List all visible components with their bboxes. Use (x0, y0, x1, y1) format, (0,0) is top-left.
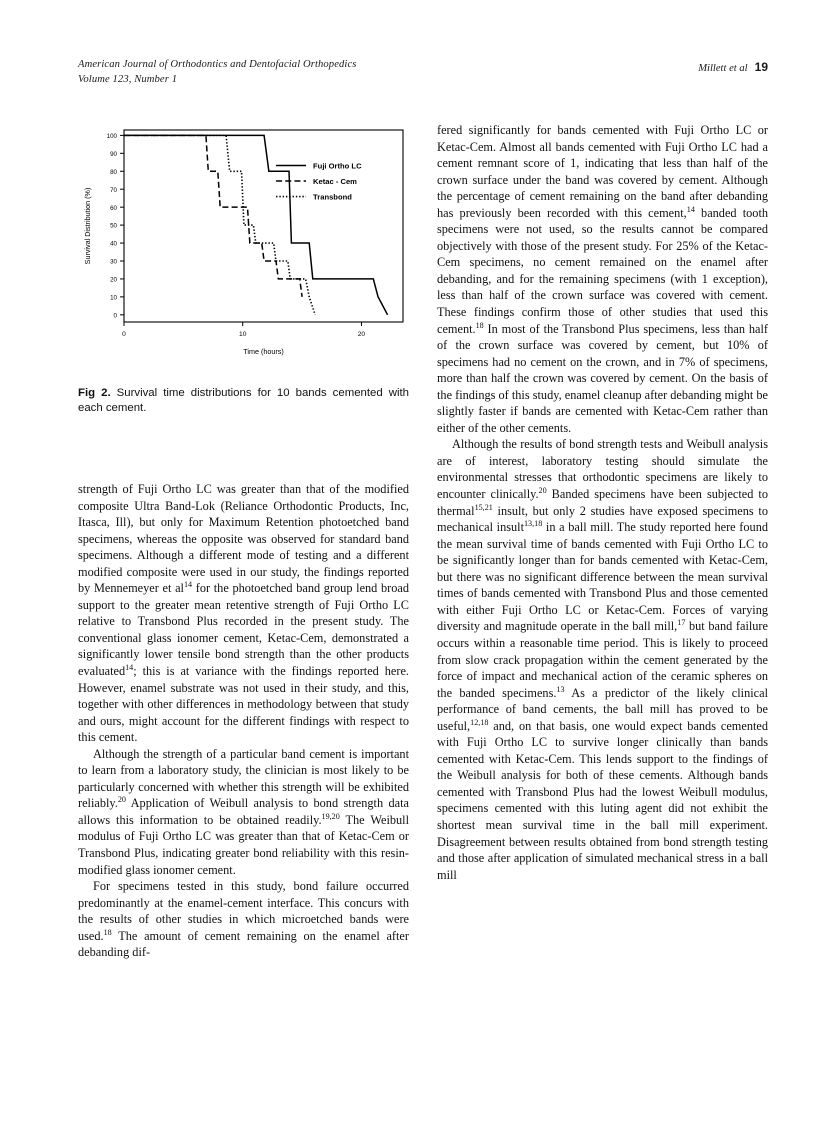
figure-caption-label: Fig 2. (78, 387, 111, 399)
legend-label-2: Transbond (313, 192, 352, 202)
citation-reference: 14 (686, 204, 695, 214)
citation-reference: 14 (125, 662, 134, 672)
y-axis-label: Survival Distribution (%) (83, 187, 92, 265)
citation-reference: 18 (475, 320, 484, 330)
citation-reference: 15,21 (474, 502, 493, 512)
survival-chart-svg (78, 122, 413, 372)
right-column-text (437, 122, 768, 883)
authors-label: Millett et al (698, 63, 748, 74)
figure-caption (78, 386, 409, 415)
right-column-paragraph: fered significantly for bands cemented with Fuji Ortho LC or Ketac-Cem. Almost all bands cemented with Fuji Ortho LC had a cement remnant score of 1, indicating that less than half of the crown surface under the band was covered by cement. Although the percentage of cement remaining on the band after debanding has previously been recorded with this cement,$^{14}$ banded tooth specimens were not used, so the results cannot be compared objectively with those of the present study. For 25% of the Ketac-Cem specimens, no cement remained on the enamel after debanding, and for the remaining specimens (with 1 exception), less than half of the crown surface was covered with cement. These findings confirm those of other studies that used this cement.$^{18}$ In most of the Transbond Plus specimens, less than half of the crown surface was covered by cement, but 10% of specimens had no cement on the crown, and in 7% of specimens, more than half the crown was covered by cement. On the basis of the findings of this study, enamel cleanup after debanding might be slightly faster if bands are cemented with Ketac-Cem rather than either of the other cements. (437, 123, 769, 435)
journal-title-line1: American Journal of Orthodontics and Dentofacial Orthopedics (78, 59, 357, 70)
page-number: 19 (754, 60, 768, 74)
journal-title-line2: Volume 123, Number 1 (78, 73, 178, 85)
y-axis-tick-label: 60 (110, 204, 117, 212)
running-head-right (698, 58, 768, 76)
left-column-text (78, 481, 409, 961)
x-axis-tick-label: 0 (122, 331, 126, 338)
citation-reference: 20 (117, 795, 126, 805)
plot-frame (124, 130, 403, 322)
y-axis-tick-label: 50 (110, 222, 117, 230)
legend-label-1: Ketac - Cem (313, 177, 357, 187)
y-axis-tick-label: 100 (106, 132, 117, 140)
citation-reference: 13 (556, 684, 565, 694)
citation-reference: 19,20 (321, 811, 340, 821)
right-column-paragraph: Although the results of bond strength tests and Weibull analysis are of interest, laboratory testing should simulate the environmental stresses that orthodontic specimens are likely to encounter clinically.$^{20}$ Banded specimens have been subjected to thermal$^{15,21}$ insult, but only 2 studies have exposed specimens to mechanical insult$^{13,18}$ in a ball mill. The study reported here found the mean survival time of bands cemented with Fuji Ortho LC to be significantly longer than for bands cemented with Ketac-Cem, but there was no significant difference between the mean survival times of bands cemented with Transbond Plus and those cemented with either Fuji Ortho LC or Ketac-Cem. Forces of varying diversity and magnitude operate in the ball mill,$^{17}$ but band failure occurs within a reasonable time period. This is likely to proceed from slow crack propagation within the cement generated by the force of impact and mechanical action of the ceramic spheres on the banded specimens.$^{13}$ As a predictor of the likely clinical performance of band cements, the ball mill has proved to be useful,$^{12,18}$ and, on that basis, one would expect bands cemented with Fuji Ortho LC to survive longer clinically than bands cemented with Ketac-Cem. This lends support to the findings of the Weibull analysis for both of these cements. Although bands cemented with Transbond Plus had the lowest Weibull modulus, specimens cemented with this luting agent did not exhibit the shortest mean survival time in the ball mill experiment. Disagreement between results obtained from bond strength testing and those after application of simulated mechanical stress in a ball mill (437, 437, 768, 882)
y-axis-tick-label: 40 (110, 240, 117, 248)
series-line-1 (124, 135, 302, 297)
figure-2-block (78, 122, 413, 415)
y-axis-tick-label: 10 (110, 294, 117, 302)
left-column-paragraph: strength of Fuji Ortho LC was greater than that of the modified composite Ultra Band-Lok (Reliance Orthodontic Products, Inc, Itasca, Ill), but only for Maximum Retention photoetched band specimens, whereas the opposite was observed for standard band specimens. Although a different mode of testing and a different modified composite were used in our study, the findings reported by Mennemeyer et $al^{14}$ for the photoetched band group lend broad support to the greater mean retentive strength of Fuji Ortho LC relative to Transbond Plus recorded in the present study. The conventional glass ionomer cement, Ketac-Cem, demonstrated a significantly lower tensile bond strength than the other products evaluated$^{14}$; this is at variance with the findings reported here. However, enamel substrate was not used in their study, and this, together with other differences in methodology between that study and ours, might account for the different findings with respect to this cement. (78, 482, 410, 745)
x-axis-tick-label: 20 (357, 331, 366, 338)
journal-title (78, 58, 356, 87)
legend-label-0: Fuji Ortho LC (313, 161, 362, 171)
x-axis-label: Time (hours) (243, 347, 284, 356)
left-column-paragraph: Although the strength of a particular band cement is important to learn from a laboratory study, the clinician is most likely to be particularly concerned with whether this strength will be exhibited reliably.$^{20}$ Application of Weibull analysis to bond strength data allows this information to be obtained readily.$^{19,20}$ The Weibull modulus of Fuji Ortho LC was greater than that of Ketac-Cem or Transbond Plus, indicating greater bond reliability with this resin-modified glass ionomer cement. (78, 746, 409, 877)
citation-reference: 13,18 (524, 519, 543, 529)
running-head (78, 58, 768, 92)
figure-caption-text: Survival time distributions for 10 bands cemented with each cement. (78, 387, 410, 414)
citation-reference: 17 (677, 618, 686, 628)
y-axis-tick-label: 0 (113, 312, 117, 320)
citation-reference: 18 (103, 927, 112, 937)
y-axis-tick-label: 80 (110, 168, 117, 176)
y-axis-tick-label: 20 (110, 276, 117, 284)
survival-chart (78, 122, 413, 372)
left-column-paragraph: For specimens tested in this study, bond failure occurred predominantly at the enamel-cement interface. This concurs with the results of other studies in which microetched bands were used.$^{18}$ The amount of cement remaining on the enamel after debanding dif- (78, 879, 409, 960)
series-line-2 (124, 135, 315, 314)
citation-reference: 20 (538, 485, 547, 495)
y-axis-tick-label: 30 (110, 258, 117, 266)
x-axis-tick-label: 10 (239, 331, 247, 338)
y-axis-tick-label: 70 (110, 186, 117, 194)
citation-reference: 12,18 (470, 717, 489, 727)
citation-reference: 14 (183, 580, 193, 590)
y-axis-tick-label: 90 (110, 150, 117, 158)
